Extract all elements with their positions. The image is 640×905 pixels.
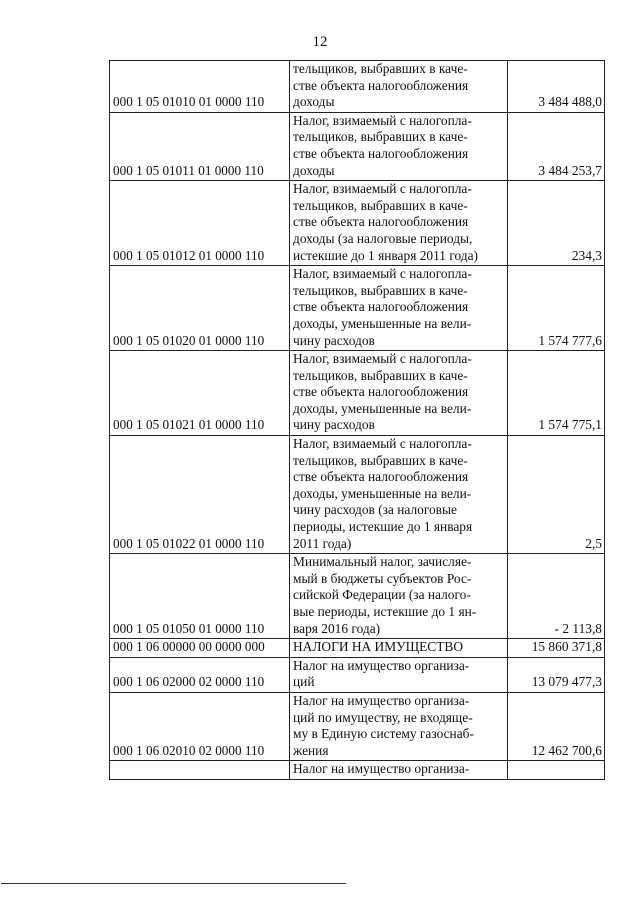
budget-code-cell: 000 1 05 01022 01 0000 110 [110, 436, 290, 554]
budget-code-cell: 000 1 06 00000 00 0000 000 [110, 639, 290, 658]
budget-revenue-table [109, 60, 605, 780]
budget-code-cell: 000 1 05 01010 01 0000 110 [110, 61, 290, 113]
amount-cell: - 2 113,8 [508, 554, 605, 639]
budget-code-cell [110, 761, 290, 780]
amount-cell: 1 574 777,6 [508, 266, 605, 351]
amount-cell [508, 761, 605, 780]
table-row [110, 351, 605, 436]
amount-cell: 12 462 700,6 [508, 692, 605, 760]
amount-cell: 15 860 371,8 [508, 639, 605, 658]
budget-code-cell: 000 1 05 01020 01 0000 110 [110, 266, 290, 351]
budget-code-cell: 000 1 05 01021 01 0000 110 [110, 351, 290, 436]
revenue-name-cell: Налог, взимаемый с налогопла- тельщиков, выбравших в каче- стве объекта налогообложения доходы, уменьшенные на вели- чину расходов (за налоговые периоды, истекшие до 1 января 2011 года) [290, 436, 508, 554]
budget-code-cell: 000 1 05 01012 01 0000 110 [110, 181, 290, 266]
table-row [110, 181, 605, 266]
budget-code-cell: 000 1 05 01050 01 0000 110 [110, 554, 290, 639]
revenue-name-cell: Налог на имущество организа- [290, 761, 508, 780]
revenue-name-cell: Минимальный налог, зачисляе- мый в бюджеты субъектов Рос- сийской Федерации (за налого- вые периоды, истекшие до 1 ян- варя 2016 года) [290, 554, 508, 639]
revenue-name-cell: Налог, взимаемый с налогопла- тельщиков, выбравших в каче- стве объекта налогообложения доходы, уменьшенные на вели- чину расходов [290, 351, 508, 436]
page-number: 12 [312, 34, 328, 50]
amount-cell: 2,5 [508, 436, 605, 554]
revenue-name-cell: Налог, взимаемый с налогопла- тельщиков, выбравших в каче- стве объекта налогообложения доходы, уменьшенные на вели- чину расходов [290, 266, 508, 351]
table-row [110, 761, 605, 780]
table-row [110, 554, 605, 639]
amount-cell: 234,3 [508, 181, 605, 266]
revenue-name-cell: Налог, взимаемый с налогопла- тельщиков, выбравших в каче- стве объекта налогообложения доходы (за налоговые периоды, истекшие до 1 января 2011 года) [290, 181, 508, 266]
amount-cell: 3 484 488,0 [508, 61, 605, 113]
revenue-name-cell: Налог, взимаемый с налогопла- тельщиков, выбравших в каче- стве объекта налогообложения доходы [290, 112, 508, 180]
budget-code-cell: 000 1 06 02000 02 0000 110 [110, 657, 290, 692]
footer-divider [1, 883, 346, 884]
revenue-name-cell: тельщиков, выбравших в каче- стве объекта налогообложения доходы [290, 61, 508, 113]
amount-cell: 1 574 775,1 [508, 351, 605, 436]
table-row [110, 266, 605, 351]
revenue-name-cell: Налог на имущество организа- ций по имуществу, не входяще- му в Единую систему газоснаб- жения [290, 692, 508, 760]
budget-code-cell: 000 1 05 01011 01 0000 110 [110, 112, 290, 180]
amount-cell: 13 079 477,3 [508, 657, 605, 692]
revenue-name-cell: Налог на имущество организа- ций [290, 657, 508, 692]
budget-code-cell: 000 1 06 02010 02 0000 110 [110, 692, 290, 760]
revenue-name-cell: НАЛОГИ НА ИМУЩЕСТВО [290, 639, 508, 658]
table-row [110, 436, 605, 554]
amount-cell: 3 484 253,7 [508, 112, 605, 180]
table-row [110, 657, 605, 692]
table-row [110, 112, 605, 180]
table-row [110, 639, 605, 658]
table-row [110, 692, 605, 760]
table-row [110, 61, 605, 113]
